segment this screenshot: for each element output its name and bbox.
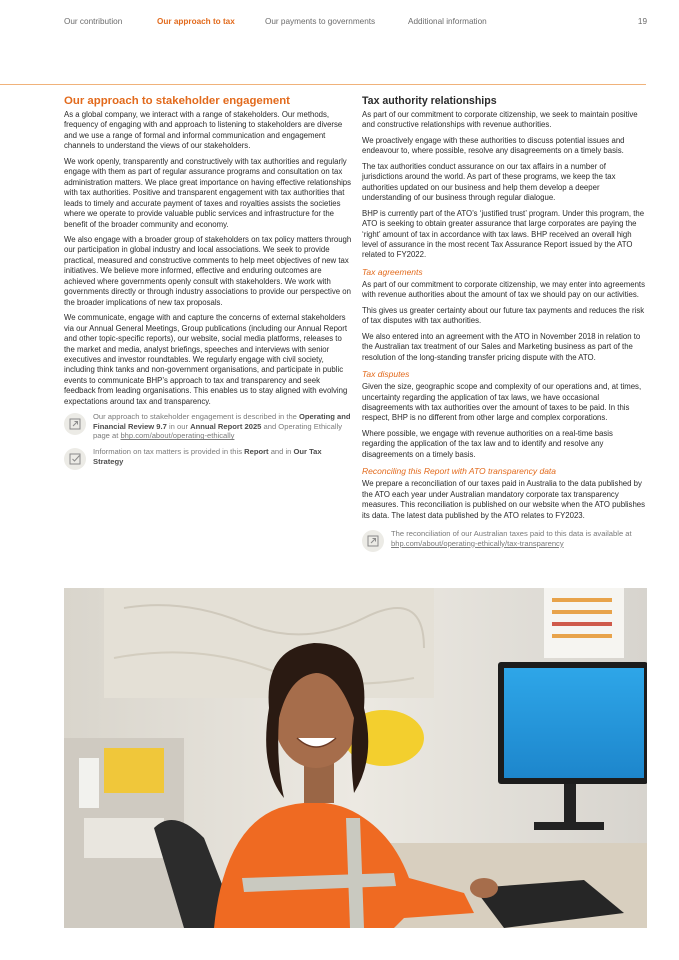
external-link-icon — [64, 413, 86, 435]
paragraph: We work openly, transparently and constructively with tax authorities and regularly engage with them as part of regular assurance programs and consultation on tax administration matters. We place great importance on having effective relationships with tax authorities. Positive and transparent engagement with tax authorities that leads to timely and accurate payment of taxes and royalties assists the societies where we operate to provide valuable public services and infrastructure for the benefit of the broader community and economy. — [64, 156, 352, 229]
paragraph: We also engage with a broader group of stakeholders on tax policy matters through our participation in global industry and local associations. We seek to provide practical, measured and constructive comments to help meet objectives of new tax initiatives. We believe more informed, effective and enduring outcomes are achieved where governments openly consult with stakeholders. We work with governments directly or through industry associations to provide our perspective on the broader implications of new tax proposals. — [64, 234, 352, 307]
top-navigation — [0, 0, 679, 44]
stakeholder-engagement-heading: Our approach to stakeholder engagement — [64, 95, 290, 107]
paragraph: Where possible, we engage with revenue authorities on a real-time basis regarding the application of the tax law and to identify and resolve any disagreements on a timely basis. — [362, 428, 613, 459]
reference-note-text — [93, 412, 352, 441]
reference-note-text — [391, 529, 648, 548]
note-annual-report-reference: Annual Report 2025 — [190, 421, 262, 431]
paragraph: We prepare a reconciliation of our taxes paid in Australia to the data published by the ATO each year under Australian mandatory corporate tax transparency measures. This reconciliation is published on our website when the ATO publishes its data. The latest data published by the ATO relates to FY2023. — [362, 479, 646, 520]
paragraph: As a global company, we interact with a range of stakeholders. Our methods, frequency of engaging with and approach to listening to stakeholders are diverse and we use a range of formal and informal communication and engagement channels to understand the views of our stakeholders. — [64, 110, 343, 151]
note-text: in our — [166, 421, 191, 431]
nav-item-our-payments-to-governments[interactable]: Our payments to governments — [265, 17, 376, 26]
reference-note-text — [93, 447, 352, 466]
note-text: Our approach to stakeholder engagement is described in the — [93, 412, 300, 422]
document-check-icon — [64, 448, 86, 470]
photo-illustration — [64, 588, 647, 928]
paragraph: We communicate, engage with and capture the concerns of external stakeholders via our Annual General Meetings, Group publications (including our Annual Report and other topic-specific reports), our website, social media platforms, releases to the market and media, analyst briefings, speeches and interviews with senior executives and investor roundtables. We regularly engage with civil society, including think tanks and non-government organisations, and participate in public events to communicate BHP’s approach to tax and transparency and seek feedback from leading organisations. This enables us to stay aligned with evolving expectations around tax and transparency. — [64, 313, 348, 406]
paragraph: This gives us greater certainty about our future tax payments and reduces the risk of tax disputes with tax authorities. — [362, 305, 645, 326]
paragraph: The tax authorities conduct assurance on our tax affairs in a number of jurisdictions around the world. As part of these programs, we keep the tax authorities updated on our business and help them develop a deeper understanding of our business through regular dialogue. — [362, 161, 616, 203]
nav-item-our-contribution[interactable]: Our contribution — [64, 17, 123, 26]
nav-item-additional-information[interactable]: Additional information — [408, 17, 487, 26]
reconciling-report-heading: Reconciling this Report with ATO transparency data — [362, 466, 557, 477]
note-text: Information on tax matters is provided in this — [93, 447, 245, 457]
nav-item-our-approach-to-tax[interactable]: Our approach to tax — [157, 17, 235, 26]
paragraph: BHP is currently part of the ATO’s ‘justified trust’ program. Under this program, the ATO is seeking to obtain greater assurance that large corporates are paying the ‘right’ amount of tax in accordance with tax laws. BHP received an overall high level of assurance in the most recent Tax Assurance Report issued by the ATO related to FY2022. — [362, 208, 645, 260]
note-text: and in — [268, 447, 294, 457]
tax-agreements-heading: Tax agreements — [362, 266, 423, 277]
header-divider — [0, 84, 646, 85]
left-column — [64, 95, 352, 476]
paragraph: As part of our commitment to corporate citizenship, we may enter into agreements with revenue authorities about the amount of tax we should pay on our activities. — [362, 279, 645, 300]
reference-note-tax-matters — [64, 447, 352, 470]
note-tax-strategy-reference[interactable]: Our Tax Strategy — [93, 447, 322, 466]
office-worker-photo — [64, 588, 647, 928]
note-text: and Operating Ethically page at — [93, 421, 343, 441]
paragraph: We also entered into an agreement with the ATO in November 2018 in relation to the Australian tax treatment of our Sales and Marketing business as part of the resolution of the long-standing transfer pricing dispute with the ATO. — [362, 331, 641, 362]
tax-authority-relationships-heading: Tax authority relationships — [362, 95, 497, 107]
paragraph: We proactively engage with these authorities to discuss potential issues and endeavour to, where possible, resolve any disagreements on a timely basis. — [362, 135, 625, 156]
page-number: 19 — [637, 17, 647, 26]
tax-transparency-link[interactable]: bhp.com/about/operating-ethically/tax-transparency — [391, 538, 564, 548]
paragraph: Given the size, geographic scope and complexity of our operations and, at times, uncertainty regarding the application of tax laws, we have occasional disagreements with tax authorities over the amount of taxes to be paid. In this respect, BHP is no different from other large and complex corporations. — [362, 382, 642, 423]
operating-ethically-link[interactable]: bhp.com/about/operating-ethically — [120, 431, 235, 441]
note-text: The reconciliation of our Australian taxes paid to this data is available at — [391, 529, 632, 539]
note-ofr-reference: Operating and Financial Review 9.7 — [93, 412, 351, 431]
reference-note-stakeholder — [64, 412, 352, 441]
external-link-icon — [362, 530, 384, 552]
note-report-reference: Report — [244, 447, 269, 457]
tax-disputes-heading: Tax disputes — [362, 369, 410, 380]
reference-note-reconciliation — [362, 529, 648, 552]
right-column — [362, 95, 648, 558]
paragraph: As part of our commitment to corporate citizenship, we seek to maintain positive and constructive relationships with revenue authorities. — [362, 110, 638, 130]
